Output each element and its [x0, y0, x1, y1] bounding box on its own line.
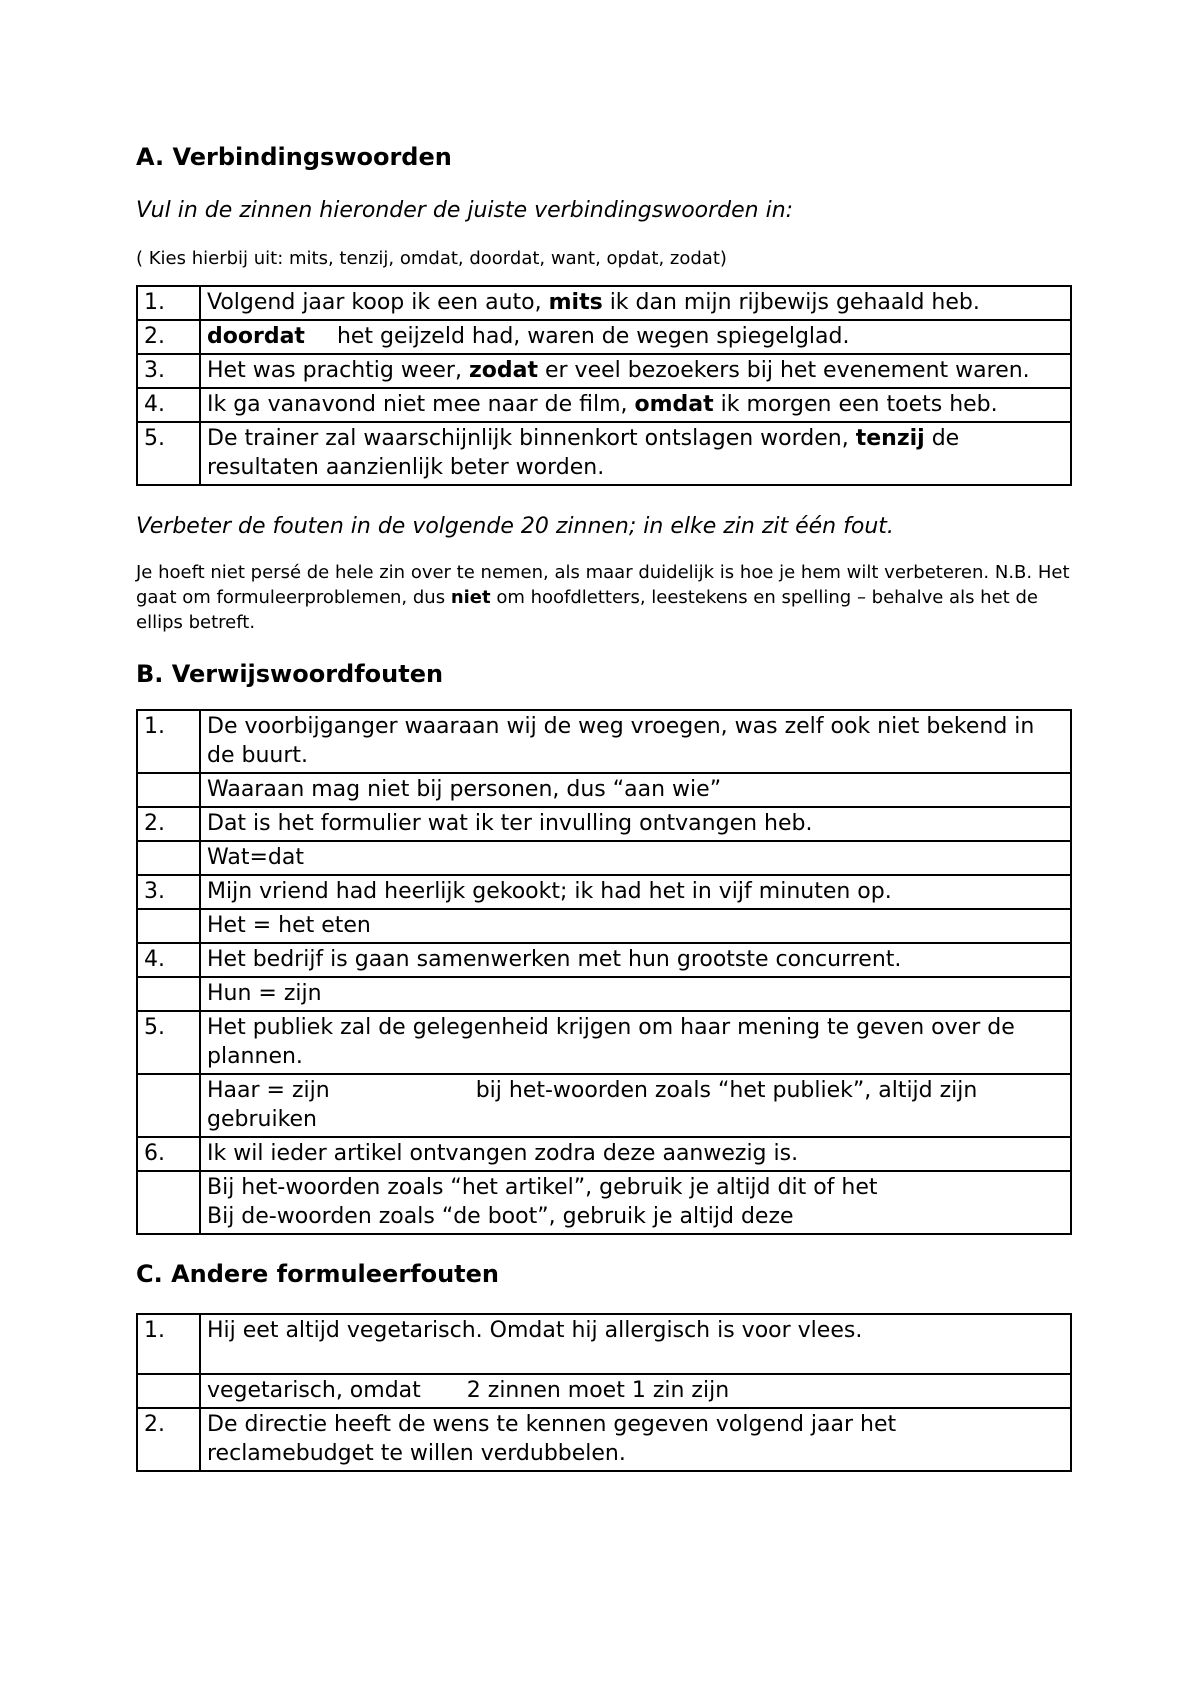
row-number-empty: [137, 841, 200, 875]
table-row: [137, 1011, 1071, 1074]
row-number: 6.: [137, 1137, 200, 1171]
section-a-hint: ( Kies hierbij uit: mits, tenzij, omdat, doordat, want, opdat, zodat): [136, 248, 727, 269]
row-number: 3.: [137, 354, 200, 388]
sentence-text: de resultaten aanzienlijk beter worden.: [207, 426, 960, 480]
note-text: om hoofdletters, leestekens en spelling – behalve als het de ellips betreft.: [136, 587, 1038, 633]
correction-cell: [200, 1374, 1071, 1408]
row-number-empty: [137, 773, 200, 807]
correction-text: Bij het-woorden zoals “het artikel”, gebruik je altijd dit of het: [207, 1175, 878, 1200]
row-number-empty: [137, 977, 200, 1011]
row-number-empty: [137, 1374, 200, 1408]
sentence-cell: Het bedrijf is gaan samenwerken met hun grootste concurrent.: [200, 943, 1071, 977]
row-number: 5.: [137, 422, 200, 485]
row-number: 2.: [137, 320, 200, 354]
sentence-cell: Hij eet altijd vegetarisch. Omdat hij allergisch is voor vlees.: [200, 1314, 1071, 1374]
answer-word: doordat: [207, 324, 305, 349]
table-row: [137, 1314, 1071, 1374]
sentence-text: ik dan mijn rijbewijs gehaald heb.: [602, 290, 980, 315]
table-row: [137, 354, 1071, 388]
table-row: [137, 807, 1071, 841]
correction-cell: Hun = zijn: [200, 977, 1071, 1011]
section-a-heading: A. Verbindingswoorden: [136, 143, 452, 171]
correction-instruction: Verbeter de fouten in de volgende 20 zinnen; in elke zin zit één fout.: [136, 514, 894, 539]
row-number: 1.: [137, 1314, 200, 1374]
table-row: [137, 1171, 1071, 1234]
answer-word: omdat: [634, 392, 714, 417]
correction-cell: Waaraan mag niet bij personen, dus “aan wie”: [200, 773, 1071, 807]
sentence-cell: [200, 354, 1071, 388]
table-row: [137, 1074, 1071, 1137]
row-number-empty: [137, 909, 200, 943]
correction-cell: [200, 1074, 1071, 1137]
note-emphasis: niet: [450, 587, 491, 608]
note-text: Je hoeft niet persé de hele zin over te nemen, als maar duidelijk is hoe je hem wilt verbeteren. N.B. Het gaat om formuleerproblemen, dus: [136, 562, 1070, 608]
sentence-cell: Dat is het formulier wat ik ter invulling ontvangen heb.: [200, 807, 1071, 841]
table-row: [137, 1408, 1071, 1471]
conjunction-table: [136, 285, 1072, 486]
sentence-text: Het was prachtig weer,: [207, 358, 469, 383]
table-row: [137, 875, 1071, 909]
sentence-text: De trainer zal waarschijnlijk binnenkort ontslagen worden,: [207, 426, 856, 451]
row-number: 1.: [137, 286, 200, 320]
row-number: 4.: [137, 943, 200, 977]
document-page: [136, 140, 1072, 1472]
answer-word: tenzij: [855, 426, 925, 451]
correction-text: vegetarisch, omdat: [207, 1378, 421, 1403]
sentence-cell: [200, 388, 1071, 422]
section-a-instruction: Vul in de zinnen hieronder de juiste verbindingswoorden in:: [136, 198, 794, 223]
correction-text: Bij de-woorden zoals “de boot”, gebruik je altijd deze: [207, 1204, 794, 1229]
reference-errors-table: [136, 709, 1072, 1235]
row-number: 5.: [137, 1011, 200, 1074]
row-number: 2.: [137, 807, 200, 841]
sentence-text: ik morgen een toets heb.: [713, 392, 998, 417]
table-row: [137, 1137, 1071, 1171]
row-number: 4.: [137, 388, 200, 422]
table-row: [137, 909, 1071, 943]
sentence-cell: De voorbijganger waaraan wij de weg vroegen, was zelf ook niet bekend in de buurt.: [200, 710, 1071, 773]
correction-cell: [200, 1171, 1071, 1234]
answer-word: mits: [548, 290, 603, 315]
table-row: [137, 710, 1071, 773]
sentence-cell: Het publiek zal de gelegenheid krijgen om haar mening te geven over de plannen.: [200, 1011, 1071, 1074]
table-row: [137, 841, 1071, 875]
correction-cell: Wat=dat: [200, 841, 1071, 875]
table-row: [137, 943, 1071, 977]
table-row: [137, 1374, 1071, 1408]
correction-note: [136, 560, 1072, 635]
sentence-cell: [200, 320, 1071, 354]
row-number: 3.: [137, 875, 200, 909]
sentence-text: er veel bezoekers bij het evenement waren.: [537, 358, 1030, 383]
correction-text: Haar = zijn: [207, 1078, 330, 1103]
section-c-heading: C. Andere formuleerfouten: [136, 1260, 499, 1288]
row-number-empty: [137, 1074, 200, 1137]
row-number: 1.: [137, 710, 200, 773]
other-errors-table: [136, 1313, 1072, 1472]
sentence-text: het geijzeld had, waren de wegen spiegelglad.: [336, 324, 850, 349]
row-number: 2.: [137, 1408, 200, 1471]
sentence-cell: Mijn vriend had heerlijk gekookt; ik had het in vijf minuten op.: [200, 875, 1071, 909]
answer-word: zodat: [468, 358, 538, 383]
table-row: [137, 977, 1071, 1011]
table-row: [137, 320, 1071, 354]
sentence-text: Ik ga vanavond niet mee naar de film,: [207, 392, 635, 417]
section-b-heading: B. Verwijswoordfouten: [136, 660, 444, 688]
table-row: [137, 286, 1071, 320]
sentence-text: Volgend jaar koop ik een auto,: [207, 290, 549, 315]
correction-explanation: 2 zinnen moet 1 zin zijn: [466, 1378, 730, 1403]
table-row: [137, 388, 1071, 422]
sentence-cell: [200, 286, 1071, 320]
table-row: [137, 422, 1071, 485]
sentence-cell: [200, 422, 1071, 485]
table-row: [137, 773, 1071, 807]
sentence-cell: De directie heeft de wens te kennen gegeven volgend jaar het reclamebudget te willen verdubbelen.: [200, 1408, 1071, 1471]
correction-explanation: bij het-woorden zoals “het publiek”, altijd zijn gebruiken: [207, 1078, 978, 1132]
correction-cell: Het = het eten: [200, 909, 1071, 943]
sentence-cell: Ik wil ieder artikel ontvangen zodra deze aanwezig is.: [200, 1137, 1071, 1171]
row-number-empty: [137, 1171, 200, 1234]
